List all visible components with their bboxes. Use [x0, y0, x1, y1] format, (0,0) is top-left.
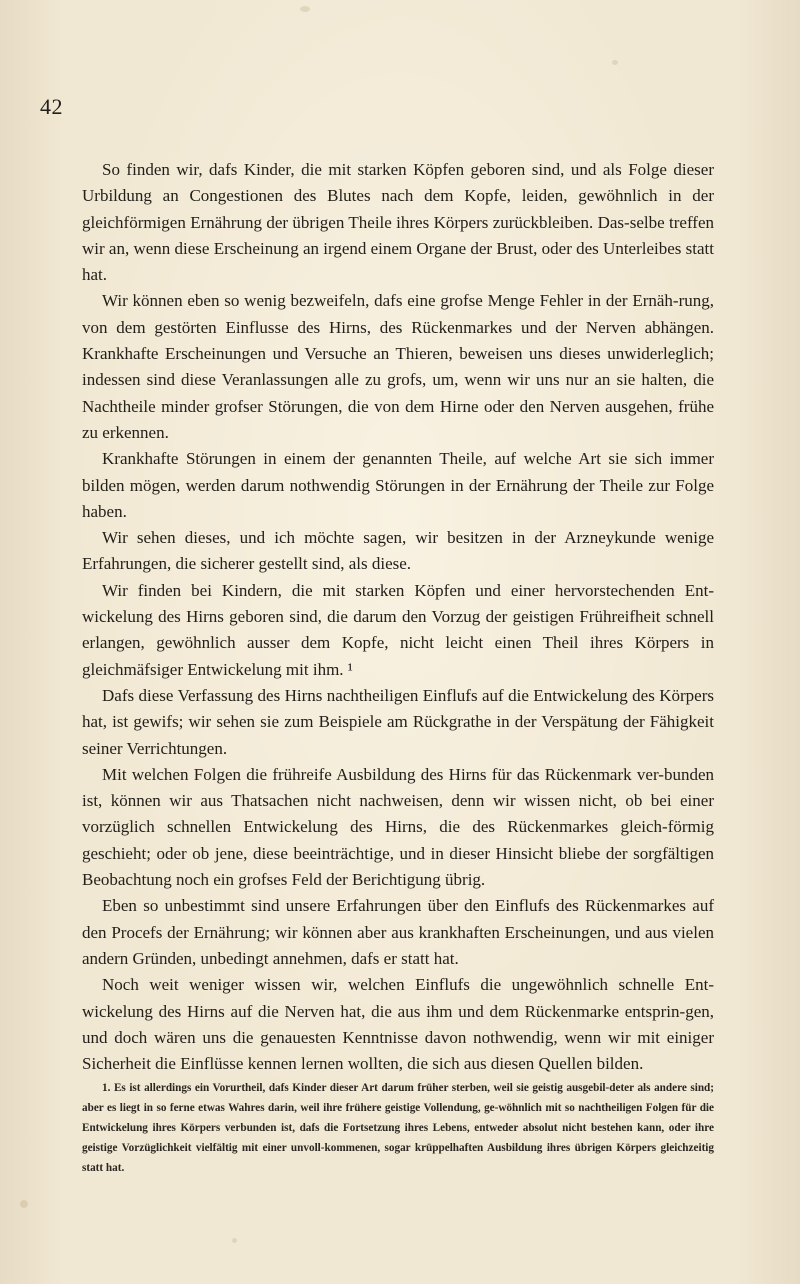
paragraph: Eben so unbestimmt sind unsere Erfahrungen über den Einflufs des Rückenmarkes auf den Procefs der Ernährung; wir können aber aus krankhaften Erscheinungen, und aus vielen andern Gründen, unbedingt annehmen, dafs er statt hat.: [82, 896, 714, 968]
paragraph: Wir sehen dieses, und ich möchte sagen, wir besitzen in der Arzneykunde wenige Erfahrungen, die sicherer gestellt sind, als diese.: [82, 528, 714, 574]
paper-stain: [300, 6, 310, 12]
paragraph: Dafs diese Verfassung des Hirns nachtheiligen Einflufs auf die Entwickelung des Körpers hat, ist gewifs; wir sehen sie zum Beispiele am Rückgrathe in der Verspätung der Fähigkeit seiner Verrichtungen.: [82, 685, 714, 758]
footnote: [82, 1078, 714, 1178]
paragraph: Wir finden bei Kindern, die mit starken Köpfen und einer hervorstechenden Ent-wickelung des Hirns geboren sind, die darum den Vorzug der geistigen Frühreifheit schnell erlangen, gewöhnlich ausser dem Kopfe, nicht leicht einen Theil ihres Körpers in gleichmäfsiger Entwickelung mit ihm. ¹: [82, 580, 714, 679]
paragraph: Mit welchen Folgen die frühreife Ausbildung des Hirns für das Rückenmark ver-bunden ist, können wir aus Thatsachen nicht nachweisen, denn wir wissen nicht, ob bei einer vorzüglich schnellen Entwickelung des Hirns, die des Rückenmarkes gleich-förmig geschieht; oder ob jene, diese beeinträchtige, und in dieser Hinsicht bliebe der sorgfältigen Beobachtung noch ein grofses Feld der Berichtigung übrig.: [82, 764, 714, 890]
paragraph: Krankhafte Störungen in einem der genannten Theile, auf welche Art sie sich immer bilden mögen, werden darum nothwendig Störungen in der Ernährung der Theile zur Folge haben.: [82, 449, 714, 521]
paper-stain: [20, 1200, 28, 1208]
paragraph: So finden wir, dafs Kinder, die mit starken Köpfen geboren sind, und als Folge dieser Urbildung an Congestionen des Blutes nach dem Kopfe, leiden, gewöhnlich in der gleichförmigen Ernährung der übrigen Theile ihres Körpers zurückbleiben. Das-selbe treffen wir an, wenn diese Erscheinung an irgend einem Organe der Brust, oder des Unterleibes statt hat.: [82, 160, 714, 285]
paragraph: Noch weit weniger wissen wir, welchen Einflufs die ungewöhnlich schnelle Ent-wickelung des Hirns auf die Nerven hat, die aus ihm und dem Rückenmarke entsprin-gen, und doch wären uns die genauesten Kenntnisse davon nothwendig, wenn wir mit einiger Sicherheit die Einflüsse kennen lernen wollten, die sich aus diesen Quellen bilden.: [82, 975, 714, 1074]
paragraph: Wir können eben so wenig bezweifeln, dafs eine grofse Menge Fehler in der Ernäh-rung, von dem gestörten Einflusse des Hirns, des Rückenmarkes und der Nerven abhängen. Krankhafte Erscheinungen und Versuche an Thieren, beweisen uns dieses unwiderleglich; indessen sind diese Veranlassungen alle zu grofs, um, wenn wir uns nur an sie halten, die Nachtheile minder grofser Störungen, die von dem Hirne oder den Nerven ausgehen, frühe zu erkennen.: [82, 291, 714, 442]
footnote-text: 1. Es ist allerdings ein Vorurtheil, dafs Kinder dieser Art darum früher sterben, weil sie geistig ausgebil-deter als andere sind; aber es liegt in so ferne etwas Wahres darin, weil ihre frühere geistige Vollendung, ge-wöhnlich mit so nachtheiligen Folgen für die Entwickelung ihres Körpers verbunden ist, dafs die Fortsetzung ihres Lebens, entweder absolut nicht bestehen kann, oder ihre geistige Vorzüglichkeit vielfältig mit einer unvoll-kommenen, sogar krüppelhaften Ausbildung ihres übrigen Körpers gleichzeitig statt hat.: [82, 1082, 714, 1174]
paper-stain: [232, 1238, 237, 1243]
page-number: 42: [40, 94, 63, 119]
main-text: [82, 157, 714, 1077]
paper-stain: [612, 60, 618, 65]
